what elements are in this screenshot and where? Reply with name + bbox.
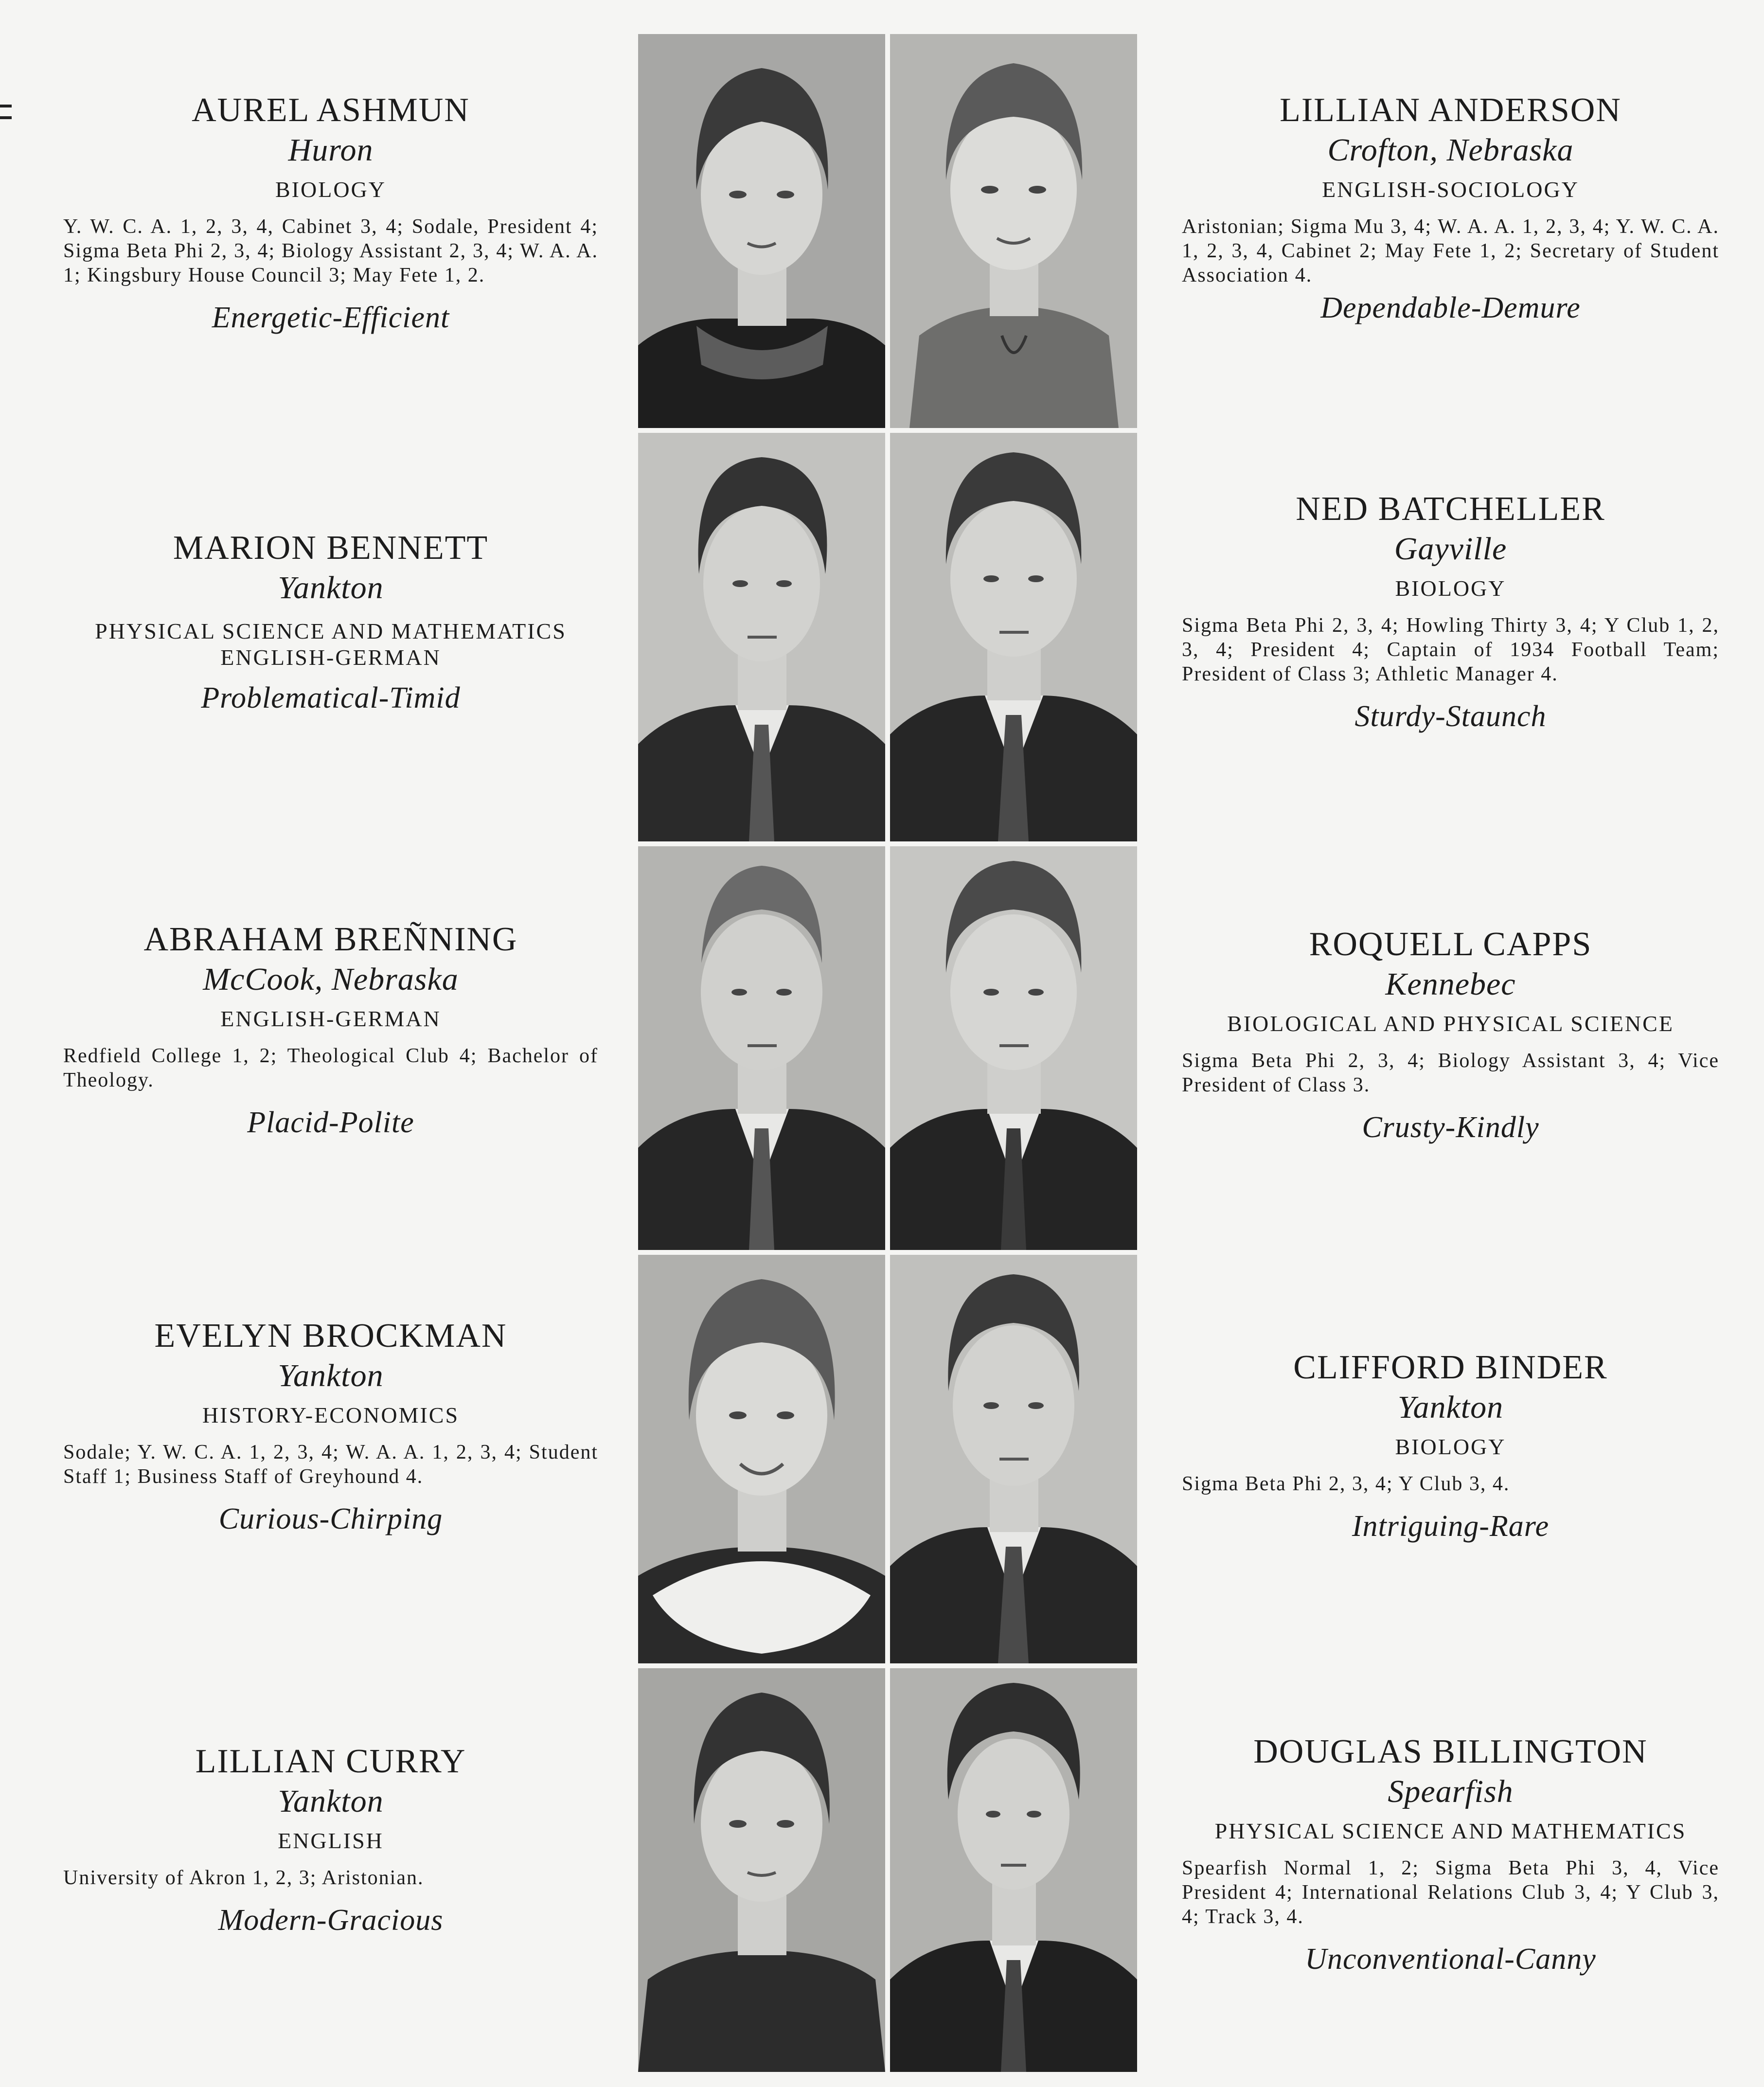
student-major: BIOLOGY: [275, 177, 386, 202]
student-name: ROQUELL CAPPS: [1309, 926, 1592, 963]
portrait-photo-lillian-curry: [638, 1668, 885, 2072]
student-traits: Energetic-Efficient: [212, 301, 450, 334]
student-activities: Sigma Beta Phi 2, 3, 4; Howling Thirty 3, 4; Y Club 1, 2, 3, 4; President 4; Captain of 1934 Football Team; President of Class 3; Athletic Manager 4.: [1182, 614, 1719, 685]
student-major: ENGLISH: [278, 1828, 384, 1853]
student-activities: Aristonian; Sigma Mu 3, 4; W. A. A. 1, 2, 3, 4; Y. W. C. A. 1, 2, 3, 4, Cabinet 2; May Fete 1, 2; Secretary of Student Association 4.: [1182, 215, 1719, 286]
student-name: LILLIAN CURRY: [195, 1743, 466, 1780]
student-traits: Intriguing-Rare: [1352, 1510, 1550, 1543]
student-hometown: Kennebec: [1385, 966, 1516, 1002]
portrait-photo-evelyn-brockman: [638, 1255, 885, 1663]
student-name: CLIFFORD BINDER: [1293, 1349, 1608, 1386]
photo-column: [638, 34, 1142, 2077]
student-entry-abraham-brenning: [63, 919, 598, 1141]
student-name: MARION BENNETT: [173, 529, 489, 567]
student-traits: Modern-Gracious: [218, 1904, 444, 1937]
student-entry-lillian-anderson: [1182, 90, 1719, 326]
portrait-photo-clifford-binder: [890, 1255, 1137, 1663]
portrait-photo-ned-batcheller: [890, 433, 1137, 841]
portrait-photo-aurel-ashmun: [638, 34, 885, 428]
student-major: ENGLISH-SOCIOLOGY: [1322, 177, 1579, 202]
student-entry-ned-batcheller: [1182, 489, 1719, 735]
man-portrait-icon: [890, 433, 1137, 841]
student-major: ENGLISH-GERMAN: [220, 1006, 441, 1031]
student-hometown: Yankton: [278, 1784, 384, 1819]
student-entry-evelyn-brockman: [63, 1316, 598, 1537]
student-name: AUREL ASHMUN: [192, 91, 470, 129]
student-hometown: Huron: [288, 132, 374, 168]
student-name: NED BATCHELLER: [1296, 490, 1605, 528]
man-portrait-icon: [890, 1668, 1137, 2072]
student-hometown: Yankton: [1397, 1390, 1504, 1425]
student-traits: Sturdy-Staunch: [1354, 700, 1547, 733]
student-activities: Redfield College 1, 2; Theological Club 4; Bachelor of Theology.: [63, 1045, 598, 1091]
portrait-photo-abraham-brenning: [638, 846, 885, 1250]
student-traits: Unconventional-Canny: [1305, 1943, 1596, 1976]
student-entry-douglas-billington: [1182, 1731, 1719, 1978]
student-major: PHYSICAL SCIENCE AND MATHEMATICS ENGLISH-GERMAN: [95, 619, 567, 670]
woman-portrait-icon: [638, 34, 885, 428]
woman-portrait-icon: [638, 1668, 885, 2072]
student-traits: Crusty-Kindly: [1362, 1111, 1539, 1144]
portrait-photo-marion-bennett: [638, 433, 885, 841]
student-hometown: Gayville: [1394, 531, 1507, 567]
student-activities: Sigma Beta Phi 2, 3, 4; Biology Assistant 3, 4; Vice President of Class 3.: [1182, 1050, 1719, 1096]
woman-portrait-icon: [638, 1255, 885, 1663]
student-entry-clifford-binder: [1182, 1347, 1719, 1545]
student-activities: University of Akron 1, 2, 3; Aristonian.: [63, 1867, 424, 1889]
man-portrait-icon: [890, 846, 1137, 1250]
student-hometown: McCook, Nebraska: [203, 962, 459, 997]
student-hometown: Crofton, Nebraska: [1327, 132, 1574, 168]
student-hometown: Yankton: [278, 570, 384, 606]
student-activities: Spearfish Normal 1, 2; Sigma Beta Phi 3, 4, Vice President 4; International Relations Club 3, 4; Y Club 3, 4; Track 3, 4.: [1182, 1857, 1719, 1928]
student-entry-aurel-ashmun: [63, 90, 598, 336]
student-activities: Y. W. C. A. 1, 2, 3, 4, Cabinet 3, 4; Sodale, President 4; Sigma Beta Phi 2, 3, 4; Biology Assistant 2, 3, 4; W. A. A. 1; Kingsbury House Council 3; May Fete 1, 2.: [63, 215, 598, 286]
student-entry-marion-bennett: [63, 528, 598, 716]
student-hometown: Yankton: [278, 1358, 384, 1393]
student-traits: Problematical-Timid: [201, 681, 461, 714]
student-name: LILLIAN ANDERSON: [1280, 91, 1621, 129]
student-name: ABRAHAM BREÑNING: [143, 921, 518, 958]
student-entry-roquell-capps: [1182, 924, 1719, 1146]
student-major: PHYSICAL SCIENCE AND MATHEMATICS: [1214, 1819, 1687, 1843]
portrait-photo-roquell-capps: [890, 846, 1137, 1250]
portrait-photo-douglas-billington: [890, 1668, 1137, 2072]
student-traits: Placid-Polite: [247, 1106, 414, 1139]
student-major: BIOLOGY: [1395, 1434, 1506, 1459]
man-portrait-icon: [890, 1255, 1137, 1663]
student-activities: Sodale; Y. W. C. A. 1, 2, 3, 4; W. A. A. 1, 2, 3, 4; Student Staff 1; Business Staff of Greyhound 4.: [63, 1441, 598, 1488]
student-major: BIOLOGY: [1395, 576, 1506, 601]
woman-portrait-icon: [890, 34, 1137, 428]
student-hometown: Spearfish: [1388, 1774, 1514, 1809]
man-portrait-icon: [638, 433, 885, 841]
portrait-photo-lillian-anderson: [890, 34, 1137, 428]
student-entry-lillian-curry: [63, 1741, 598, 1939]
student-major: BIOLOGICAL AND PHYSICAL SCIENCE: [1227, 1011, 1674, 1036]
student-major: HISTORY-ECONOMICS: [202, 1403, 460, 1427]
student-activities: Sigma Beta Phi 2, 3, 4; Y Club 3, 4.: [1182, 1473, 1510, 1495]
margin-mark: [0, 105, 12, 119]
student-name: EVELYN BROCKMAN: [154, 1317, 507, 1355]
student-name: DOUGLAS BILLINGTON: [1253, 1733, 1648, 1770]
man-portrait-icon: [638, 846, 885, 1250]
student-traits: Dependable-Demure: [1320, 291, 1581, 324]
student-traits: Curious-Chirping: [218, 1502, 443, 1535]
